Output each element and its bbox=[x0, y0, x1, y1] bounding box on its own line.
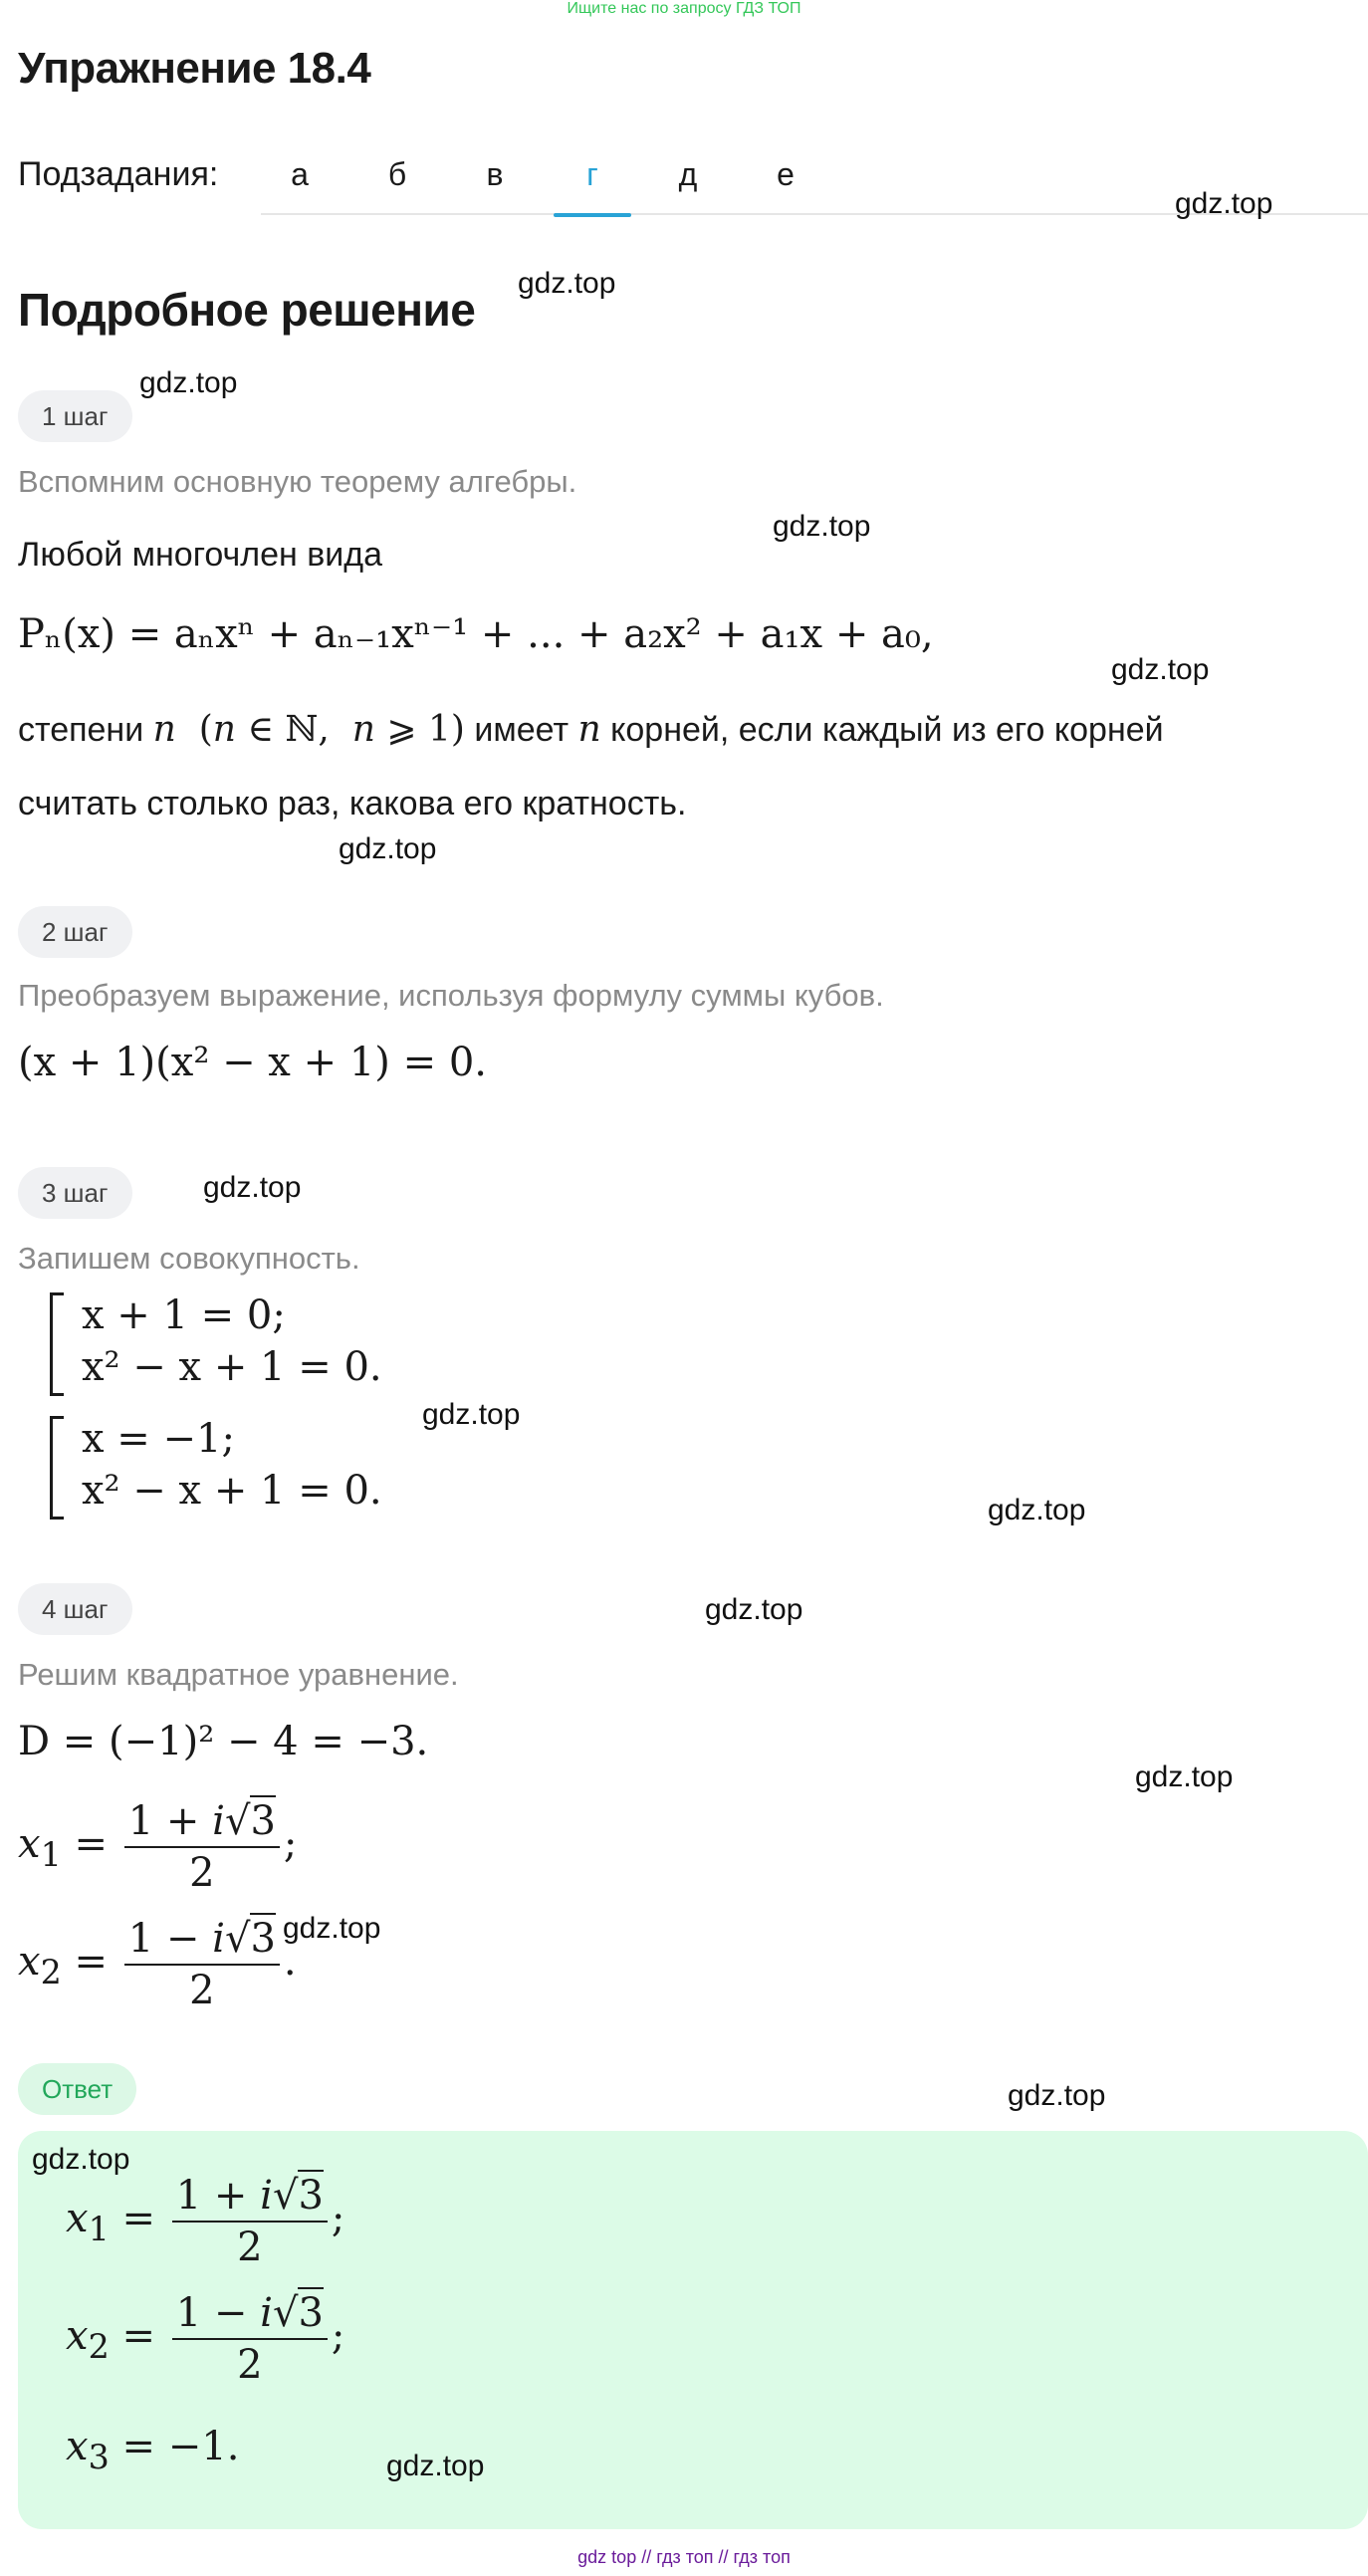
step-1-text-roots: корней, если каждый из его корней bbox=[610, 711, 1164, 749]
section-title: Подробное решение bbox=[18, 284, 476, 336]
watermark: gdz.top bbox=[705, 1593, 803, 1626]
watermark: gdz.top bbox=[32, 2143, 130, 2176]
answer-badge: Ответ bbox=[18, 2063, 136, 2115]
tab-e[interactable]: е bbox=[777, 156, 795, 192]
step-1-hint: Вспомним основную теорему алгебры. bbox=[18, 464, 577, 499]
watermark: gdz.top bbox=[139, 366, 238, 399]
watermark: gdz.top bbox=[1135, 1760, 1234, 1793]
watermark: gdz.top bbox=[1111, 653, 1210, 686]
step-2-badge: 2 шаг bbox=[18, 906, 132, 958]
answer-x1: $x_1$ = $\frac{1 + i√3}{2}$ ; bbox=[66, 2173, 344, 2270]
subtasks-label: Подзадания: bbox=[18, 155, 219, 193]
tab-a[interactable]: а bbox=[291, 156, 309, 192]
watermark: gdz.top bbox=[1008, 2079, 1106, 2112]
root-x2: $x_2$ = $\frac{1 - i√3}{2}$ . bbox=[18, 1916, 297, 2013]
system-2-bracket bbox=[50, 1416, 64, 1520]
system-2-line-2: x² − x + 1 = 0. bbox=[82, 1468, 382, 1514]
step-1-math-n2: n bbox=[577, 709, 601, 750]
step-1-badge: 1 шаг bbox=[18, 390, 132, 442]
watermark: gdz.top bbox=[1175, 187, 1273, 220]
step-2-formula: (x + 1)(x² − x + 1) = 0. bbox=[18, 1040, 487, 1085]
watermark: gdz.top bbox=[422, 1398, 521, 1431]
system-1-line-2: x² − x + 1 = 0. bbox=[82, 1344, 382, 1390]
system-1-line-1: x + 1 = 0; bbox=[82, 1292, 286, 1338]
step-4-badge: 4 шаг bbox=[18, 1583, 132, 1635]
tab-b[interactable]: б bbox=[387, 156, 407, 192]
top-banner: Ищите нас по запросу ГДЗ ТОП bbox=[567, 0, 801, 17]
step-1-text-has: имеет bbox=[474, 711, 570, 749]
answer-x2: $x_2$ = $\frac{1 - i√3}{2}$ ; bbox=[66, 2290, 344, 2388]
watermark: gdz.top bbox=[518, 267, 616, 300]
step-1-text-degree: степени bbox=[18, 711, 144, 749]
step-1-formula: Pₙ(x) = aₙxⁿ + aₙ₋₁xⁿ⁻¹ + ... + a₂x² + a₁x + a₀, bbox=[18, 611, 934, 657]
footer: gdz top // гдз топ // гдз топ bbox=[577, 2547, 791, 2567]
system-1-bracket bbox=[50, 1292, 64, 1396]
step-2-hint: Преобразуем выражение, используя формулу суммы кубов. bbox=[18, 978, 884, 1013]
watermark: gdz.top bbox=[773, 510, 871, 543]
step-3-badge: 3 шаг bbox=[18, 1167, 132, 1219]
watermark: gdz.top bbox=[988, 1494, 1086, 1526]
answer-x3: $x_3 = -1$. bbox=[66, 2424, 240, 2476]
tab-v[interactable]: в bbox=[486, 156, 504, 192]
discriminant-formula: D = (−1)² − 4 = −3. bbox=[18, 1719, 429, 1764]
step-4-hint: Решим квадратное уравнение. bbox=[18, 1657, 459, 1692]
step-3-hint: Запишем совокупность. bbox=[18, 1241, 360, 1276]
system-2-line-1: x = −1; bbox=[82, 1416, 235, 1462]
page-title: Упражнение 18.4 bbox=[18, 44, 371, 93]
tab-d[interactable]: д bbox=[678, 156, 698, 192]
watermark: gdz.top bbox=[339, 832, 437, 865]
step-1-text-end: считать столько раз, какова его кратность. bbox=[18, 785, 687, 822]
step-1-theorem-line bbox=[18, 709, 1164, 750]
watermark: gdz.top bbox=[283, 1912, 381, 1945]
step-1-math-n: n (n ∈ ℕ, n ⩾ 1) bbox=[152, 709, 465, 750]
step-1-text: Любой многочлен вида bbox=[18, 536, 382, 574]
root-x1: $x_1$ = $\frac{1 + i√3}{2}$ ; bbox=[18, 1798, 297, 1896]
watermark: gdz.top bbox=[203, 1171, 302, 1204]
tab-g[interactable]: г bbox=[554, 139, 631, 215]
watermark: gdz.top bbox=[386, 2450, 485, 2482]
